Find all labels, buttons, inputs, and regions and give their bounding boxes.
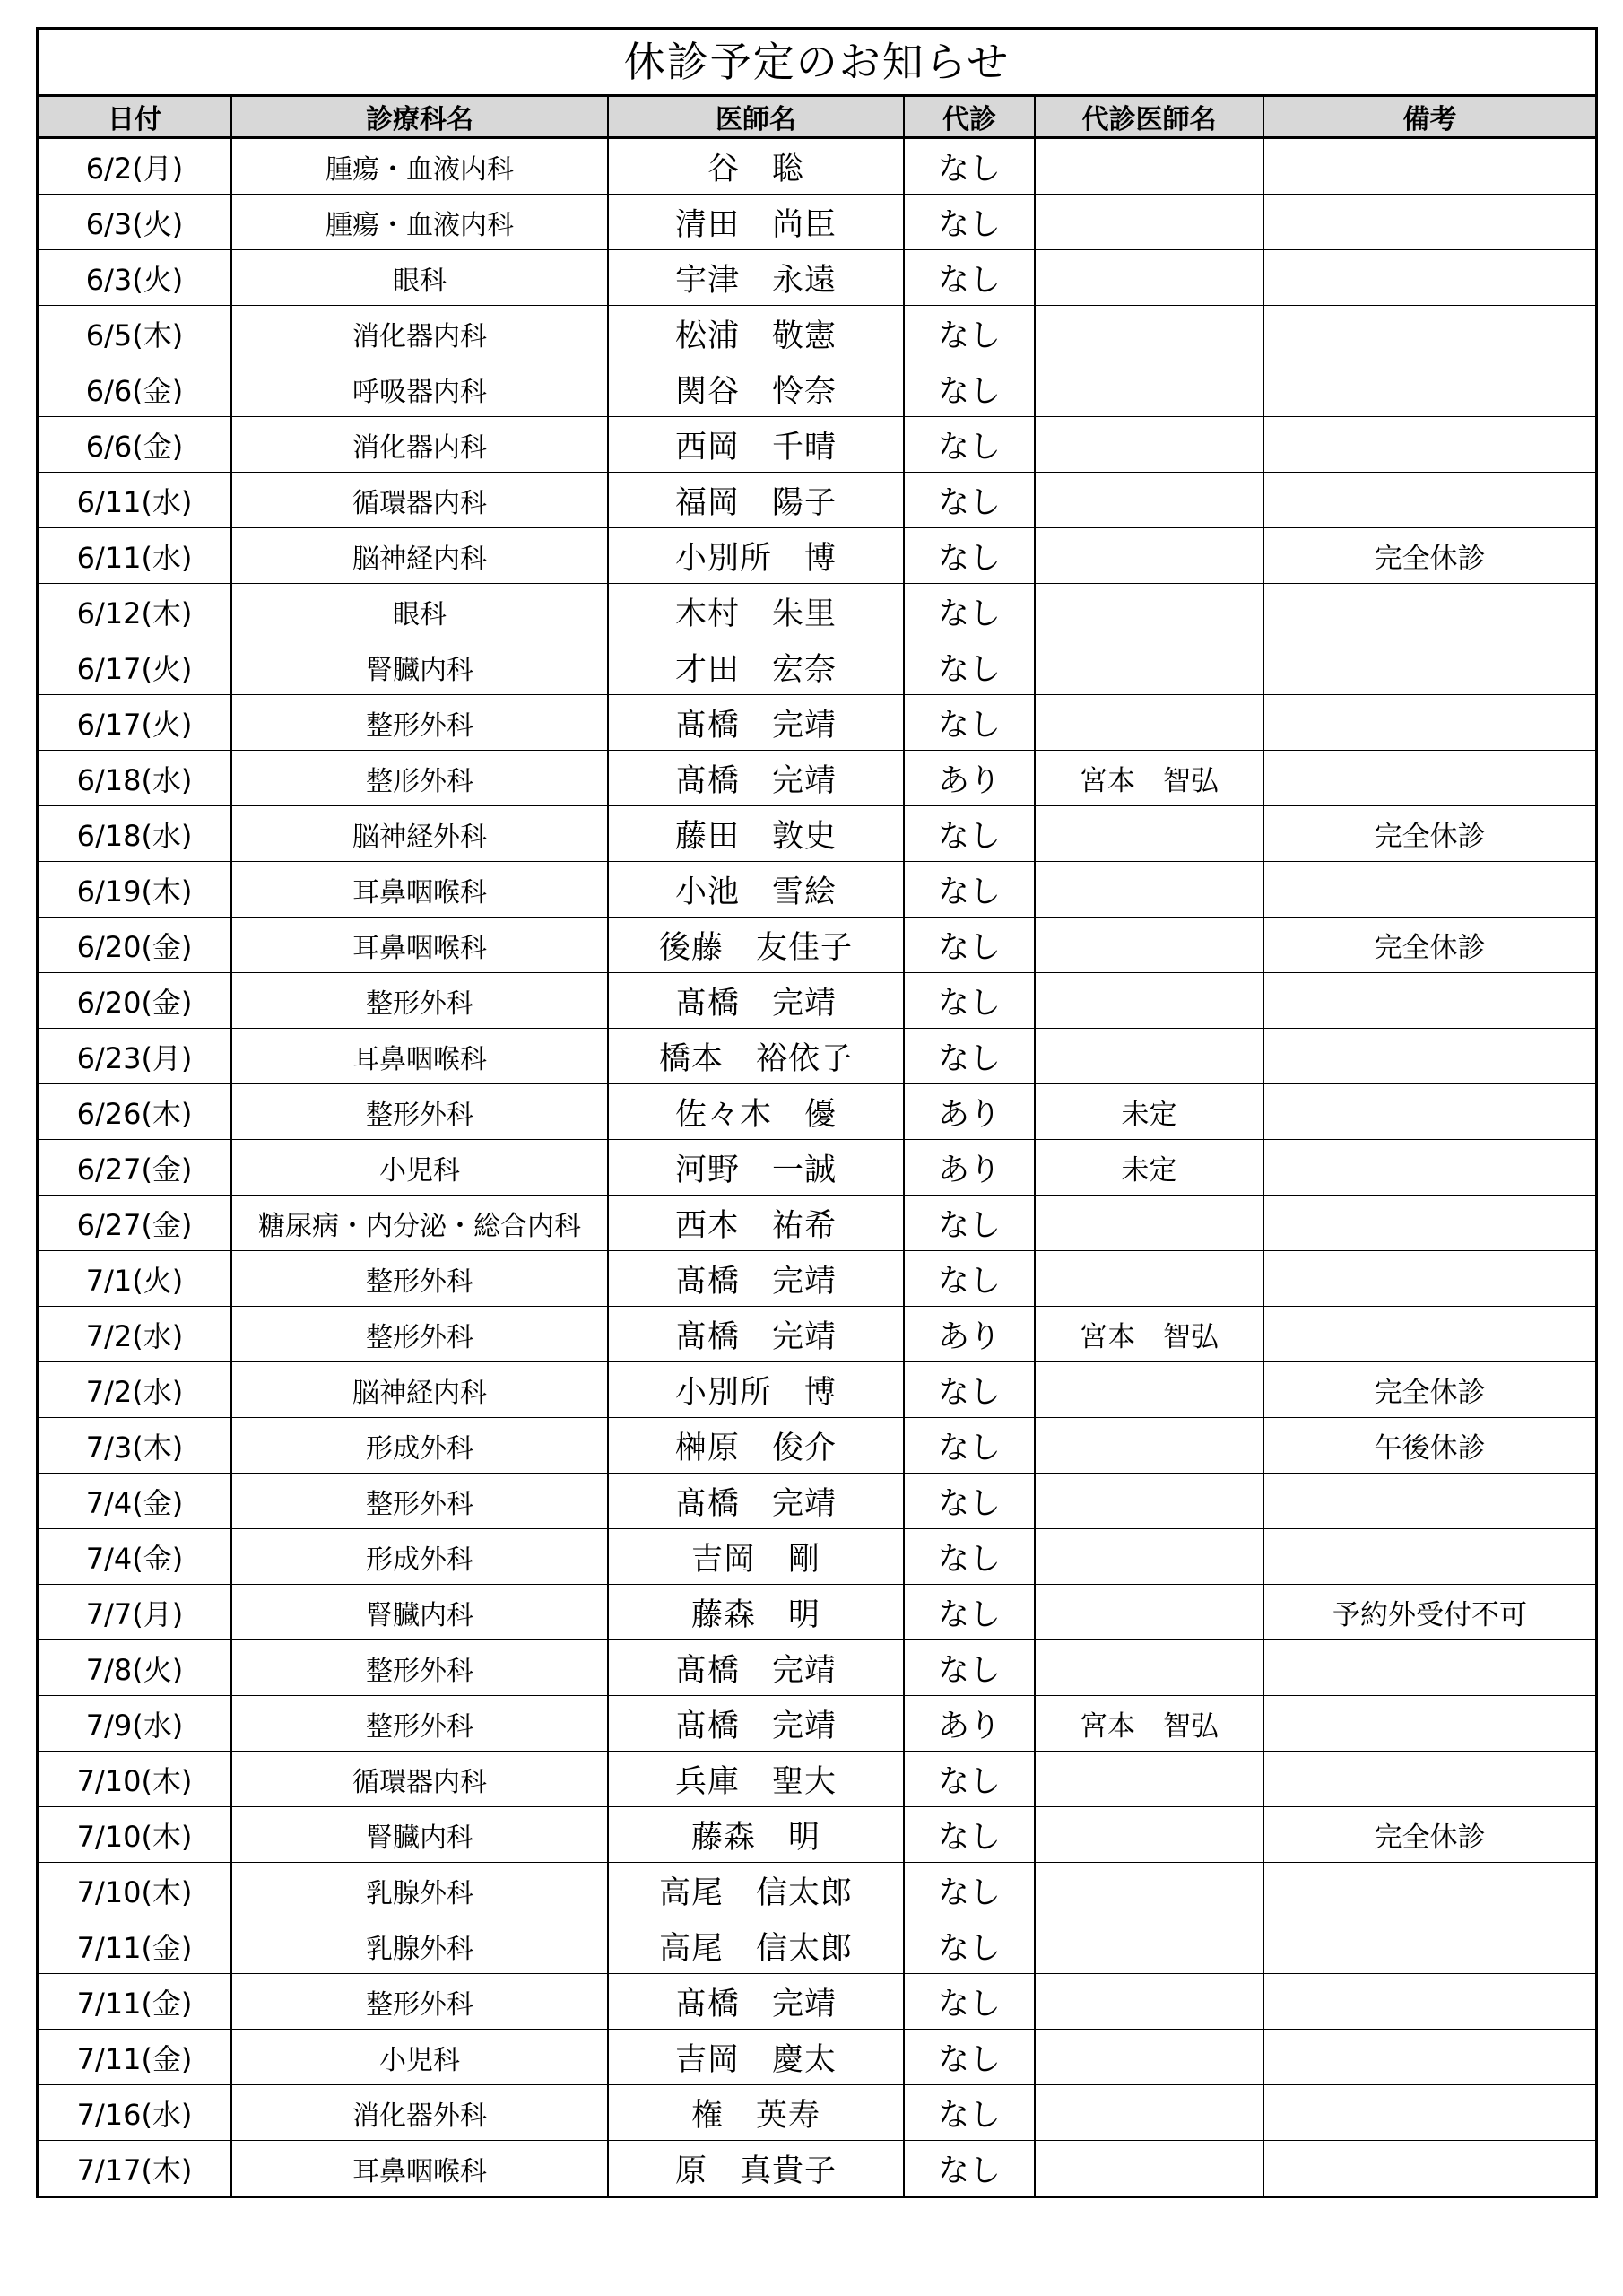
- date-cell: 7/10(木): [39, 1752, 231, 1807]
- date-cell: 6/12(木): [39, 584, 231, 639]
- date-cell: 6/20(金): [39, 973, 231, 1029]
- substitute-doctor-cell: [1035, 1585, 1263, 1640]
- doctor-cell: 関谷 怜奈: [608, 361, 904, 417]
- table-row: [39, 1585, 1595, 1640]
- department-cell: 循環器内科: [231, 473, 608, 528]
- department-cell: 眼科: [231, 584, 608, 639]
- substitute-doctor-cell: [1035, 2085, 1263, 2141]
- substitute-doctor-cell: [1035, 1974, 1263, 2030]
- date-cell: 6/6(金): [39, 417, 231, 473]
- substitute-doctor-cell: [1035, 806, 1263, 862]
- doctor-cell: 髙橋 完靖: [608, 695, 904, 751]
- substitute-doctor-cell: [1035, 2141, 1263, 2196]
- substitute-doctor-cell: 未定: [1035, 1140, 1263, 1196]
- doctor-cell: 原 真貴子: [608, 2141, 904, 2196]
- table-row: [39, 1807, 1595, 1863]
- substitute-doctor-cell: [1035, 918, 1263, 973]
- substitute-cell: なし: [904, 417, 1035, 473]
- date-cell: 6/17(火): [39, 639, 231, 695]
- department-cell: 形成外科: [231, 1529, 608, 1585]
- department-cell: 整形外科: [231, 1251, 608, 1307]
- table-row: [39, 417, 1595, 473]
- department-cell: 脳神経内科: [231, 528, 608, 584]
- doctor-cell: 吉岡 慶太: [608, 2030, 904, 2085]
- department-cell: 整形外科: [231, 973, 608, 1029]
- note-cell: 完全休診: [1263, 806, 1595, 862]
- date-cell: 6/3(火): [39, 195, 231, 250]
- substitute-doctor-cell: [1035, 2030, 1263, 2085]
- substitute-cell: なし: [904, 584, 1035, 639]
- doctor-cell: 藤森 明: [608, 1585, 904, 1640]
- note-cell: [1263, 1974, 1595, 2030]
- note-cell: [1263, 417, 1595, 473]
- doctor-cell: 高尾 信太郎: [608, 1918, 904, 1974]
- table-row: [39, 1974, 1595, 2030]
- date-cell: 6/5(木): [39, 306, 231, 361]
- table-row: [39, 1529, 1595, 1585]
- table-row: [39, 361, 1595, 417]
- department-cell: 腎臓内科: [231, 1585, 608, 1640]
- department-cell: 乳腺外科: [231, 1918, 608, 1974]
- date-cell: 7/7(月): [39, 1585, 231, 1640]
- department-cell: 脳神経内科: [231, 1362, 608, 1418]
- substitute-cell: なし: [904, 862, 1035, 918]
- table-row: [39, 1696, 1595, 1752]
- table-row: [39, 862, 1595, 918]
- table-row: [39, 1084, 1595, 1140]
- table-row: [39, 751, 1595, 806]
- substitute-cell: なし: [904, 528, 1035, 584]
- doctor-cell: 小池 雪絵: [608, 862, 904, 918]
- note-cell: [1263, 250, 1595, 306]
- date-cell: 7/8(火): [39, 1640, 231, 1696]
- page-title: 休診予定のお知らせ: [39, 30, 1595, 97]
- note-cell: [1263, 361, 1595, 417]
- substitute-cell: なし: [904, 1474, 1035, 1529]
- substitute-doctor-cell: [1035, 584, 1263, 639]
- note-cell: [1263, 1029, 1595, 1084]
- substitute-cell: なし: [904, 250, 1035, 306]
- doctor-cell: 小別所 博: [608, 1362, 904, 1418]
- substitute-doctor-cell: [1035, 695, 1263, 751]
- department-cell: 整形外科: [231, 1974, 608, 2030]
- table-row: [39, 806, 1595, 862]
- substitute-cell: なし: [904, 306, 1035, 361]
- date-cell: 7/4(金): [39, 1474, 231, 1529]
- header-substitute: 代診: [904, 97, 1035, 138]
- date-cell: 6/11(水): [39, 528, 231, 584]
- note-cell: [1263, 2030, 1595, 2085]
- doctor-cell: 清田 尚臣: [608, 195, 904, 250]
- substitute-doctor-cell: [1035, 1474, 1263, 1529]
- substitute-cell: なし: [904, 138, 1035, 195]
- note-cell: [1263, 862, 1595, 918]
- substitute-doctor-cell: [1035, 250, 1263, 306]
- date-cell: 6/27(金): [39, 1140, 231, 1196]
- header-note: 備考: [1263, 97, 1595, 138]
- substitute-cell: なし: [904, 1585, 1035, 1640]
- table-row: [39, 1752, 1595, 1807]
- date-cell: 6/26(木): [39, 1084, 231, 1140]
- table-row: [39, 195, 1595, 250]
- date-cell: 6/2(月): [39, 138, 231, 195]
- date-cell: 6/18(水): [39, 751, 231, 806]
- table-row: [39, 1307, 1595, 1362]
- substitute-doctor-cell: 宮本 智弘: [1035, 751, 1263, 806]
- doctor-cell: 榊原 俊介: [608, 1418, 904, 1474]
- substitute-doctor-cell: [1035, 1807, 1263, 1863]
- substitute-doctor-cell: [1035, 862, 1263, 918]
- substitute-doctor-cell: [1035, 1863, 1263, 1918]
- table-row: [39, 138, 1595, 195]
- date-cell: 6/11(水): [39, 473, 231, 528]
- substitute-doctor-cell: [1035, 1362, 1263, 1418]
- note-cell: [1263, 639, 1595, 695]
- doctor-cell: 髙橋 完靖: [608, 1696, 904, 1752]
- table-row: [39, 1362, 1595, 1418]
- table-row: [39, 1418, 1595, 1474]
- header-department: 診療科名: [231, 97, 608, 138]
- department-cell: 整形外科: [231, 695, 608, 751]
- note-cell: [1263, 1529, 1595, 1585]
- substitute-cell: なし: [904, 973, 1035, 1029]
- substitute-doctor-cell: [1035, 1752, 1263, 1807]
- doctor-cell: 髙橋 完靖: [608, 973, 904, 1029]
- note-cell: [1263, 751, 1595, 806]
- doctor-cell: 佐々木 優: [608, 1084, 904, 1140]
- substitute-cell: あり: [904, 1307, 1035, 1362]
- note-cell: 予約外受付不可: [1263, 1585, 1595, 1640]
- doctor-cell: 髙橋 完靖: [608, 1640, 904, 1696]
- date-cell: 7/17(木): [39, 2141, 231, 2196]
- doctor-cell: 藤田 敦史: [608, 806, 904, 862]
- doctor-cell: 小別所 博: [608, 528, 904, 584]
- table-row: [39, 2085, 1595, 2141]
- doctor-cell: 才田 宏奈: [608, 639, 904, 695]
- substitute-doctor-cell: [1035, 473, 1263, 528]
- doctor-cell: 吉岡 剛: [608, 1529, 904, 1585]
- closure-table: [39, 97, 1595, 2196]
- department-cell: 小児科: [231, 1140, 608, 1196]
- department-cell: 耳鼻咽喉科: [231, 1029, 608, 1084]
- doctor-cell: 福岡 陽子: [608, 473, 904, 528]
- substitute-doctor-cell: [1035, 528, 1263, 584]
- doctor-cell: 髙橋 完靖: [608, 1974, 904, 2030]
- note-cell: 完全休診: [1263, 1362, 1595, 1418]
- note-cell: [1263, 1140, 1595, 1196]
- department-cell: 整形外科: [231, 1696, 608, 1752]
- department-cell: 腫瘍・血液内科: [231, 138, 608, 195]
- department-cell: 小児科: [231, 2030, 608, 2085]
- substitute-cell: なし: [904, 1918, 1035, 1974]
- date-cell: 6/20(金): [39, 918, 231, 973]
- substitute-doctor-cell: [1035, 639, 1263, 695]
- department-cell: 糖尿病・内分泌・総合内科: [231, 1196, 608, 1251]
- substitute-doctor-cell: 宮本 智弘: [1035, 1307, 1263, 1362]
- note-cell: [1263, 138, 1595, 195]
- doctor-cell: 宇津 永遠: [608, 250, 904, 306]
- substitute-cell: なし: [904, 195, 1035, 250]
- substitute-doctor-cell: [1035, 1640, 1263, 1696]
- department-cell: 整形外科: [231, 1474, 608, 1529]
- substitute-cell: なし: [904, 695, 1035, 751]
- substitute-cell: あり: [904, 1084, 1035, 1140]
- date-cell: 6/27(金): [39, 1196, 231, 1251]
- department-cell: 整形外科: [231, 1640, 608, 1696]
- table-row: [39, 1863, 1595, 1918]
- doctor-cell: 河野 一誠: [608, 1140, 904, 1196]
- substitute-cell: なし: [904, 1196, 1035, 1251]
- note-cell: [1263, 1696, 1595, 1752]
- date-cell: 7/2(水): [39, 1307, 231, 1362]
- substitute-cell: なし: [904, 473, 1035, 528]
- substitute-cell: なし: [904, 1752, 1035, 1807]
- substitute-doctor-cell: [1035, 138, 1263, 195]
- table-row: [39, 584, 1595, 639]
- table-row: [39, 1474, 1595, 1529]
- note-cell: 午後休診: [1263, 1418, 1595, 1474]
- note-cell: [1263, 1918, 1595, 1974]
- department-cell: 耳鼻咽喉科: [231, 918, 608, 973]
- department-cell: 乳腺外科: [231, 1863, 608, 1918]
- department-cell: 整形外科: [231, 1084, 608, 1140]
- note-cell: [1263, 473, 1595, 528]
- note-cell: [1263, 1084, 1595, 1140]
- department-cell: 腎臓内科: [231, 1807, 608, 1863]
- note-cell: [1263, 1752, 1595, 1807]
- substitute-doctor-cell: [1035, 973, 1263, 1029]
- date-cell: 7/4(金): [39, 1529, 231, 1585]
- table-row: [39, 2030, 1595, 2085]
- doctor-cell: 西本 祐希: [608, 1196, 904, 1251]
- substitute-doctor-cell: [1035, 1196, 1263, 1251]
- substitute-cell: なし: [904, 918, 1035, 973]
- table-row: [39, 250, 1595, 306]
- table-row: [39, 1918, 1595, 1974]
- table-row: [39, 473, 1595, 528]
- date-cell: 6/6(金): [39, 361, 231, 417]
- date-cell: 6/17(火): [39, 695, 231, 751]
- substitute-doctor-cell: [1035, 1529, 1263, 1585]
- substitute-cell: なし: [904, 1529, 1035, 1585]
- note-cell: [1263, 1640, 1595, 1696]
- substitute-doctor-cell: [1035, 417, 1263, 473]
- substitute-cell: なし: [904, 2141, 1035, 2196]
- substitute-cell: なし: [904, 1807, 1035, 1863]
- substitute-cell: なし: [904, 1362, 1035, 1418]
- doctor-cell: 髙橋 完靖: [608, 1251, 904, 1307]
- note-cell: [1263, 695, 1595, 751]
- schedule-sheet: [36, 27, 1598, 2198]
- department-cell: 循環器内科: [231, 1752, 608, 1807]
- doctor-cell: 橋本 裕依子: [608, 1029, 904, 1084]
- substitute-cell: あり: [904, 751, 1035, 806]
- doctor-cell: 藤森 明: [608, 1807, 904, 1863]
- table-row: [39, 2141, 1595, 2196]
- department-cell: 脳神経外科: [231, 806, 608, 862]
- header-doctor: 医師名: [608, 97, 904, 138]
- substitute-cell: なし: [904, 1863, 1035, 1918]
- table-row: [39, 1140, 1595, 1196]
- department-cell: 消化器内科: [231, 417, 608, 473]
- note-cell: [1263, 973, 1595, 1029]
- date-cell: 7/11(金): [39, 2030, 231, 2085]
- table-row: [39, 918, 1595, 973]
- date-cell: 7/3(木): [39, 1418, 231, 1474]
- doctor-cell: 髙橋 完靖: [608, 751, 904, 806]
- header-row: [39, 97, 1595, 138]
- date-cell: 7/2(水): [39, 1362, 231, 1418]
- date-cell: 7/11(金): [39, 1918, 231, 1974]
- substitute-doctor-cell: [1035, 1418, 1263, 1474]
- note-cell: [1263, 306, 1595, 361]
- table-body: [39, 138, 1595, 2196]
- note-cell: [1263, 1863, 1595, 1918]
- note-cell: 完全休診: [1263, 528, 1595, 584]
- note-cell: [1263, 584, 1595, 639]
- department-cell: 眼科: [231, 250, 608, 306]
- substitute-cell: なし: [904, 639, 1035, 695]
- note-cell: [1263, 195, 1595, 250]
- doctor-cell: 西岡 千晴: [608, 417, 904, 473]
- table-row: [39, 528, 1595, 584]
- substitute-doctor-cell: [1035, 195, 1263, 250]
- department-cell: 耳鼻咽喉科: [231, 2141, 608, 2196]
- table-row: [39, 306, 1595, 361]
- table-row: [39, 695, 1595, 751]
- date-cell: 7/11(金): [39, 1974, 231, 2030]
- note-cell: [1263, 1251, 1595, 1307]
- table-row: [39, 973, 1595, 1029]
- note-cell: [1263, 1307, 1595, 1362]
- date-cell: 7/10(木): [39, 1863, 231, 1918]
- date-cell: 6/18(水): [39, 806, 231, 862]
- department-cell: 整形外科: [231, 1307, 608, 1362]
- department-cell: 耳鼻咽喉科: [231, 862, 608, 918]
- doctor-cell: 松浦 敬憲: [608, 306, 904, 361]
- substitute-cell: なし: [904, 361, 1035, 417]
- department-cell: 整形外科: [231, 751, 608, 806]
- note-cell: 完全休診: [1263, 918, 1595, 973]
- header-substitute-doctor: 代診医師名: [1035, 97, 1263, 138]
- note-cell: [1263, 1196, 1595, 1251]
- substitute-cell: なし: [904, 1418, 1035, 1474]
- note-cell: [1263, 1474, 1595, 1529]
- substitute-cell: なし: [904, 1974, 1035, 2030]
- substitute-cell: なし: [904, 1251, 1035, 1307]
- substitute-doctor-cell: 宮本 智弘: [1035, 1696, 1263, 1752]
- department-cell: 消化器外科: [231, 2085, 608, 2141]
- date-cell: 7/10(木): [39, 1807, 231, 1863]
- doctor-cell: 髙橋 完靖: [608, 1474, 904, 1529]
- department-cell: 腫瘍・血液内科: [231, 195, 608, 250]
- substitute-doctor-cell: [1035, 1918, 1263, 1974]
- substitute-cell: なし: [904, 806, 1035, 862]
- substitute-cell: あり: [904, 1140, 1035, 1196]
- doctor-cell: 兵庫 聖大: [608, 1752, 904, 1807]
- note-cell: 完全休診: [1263, 1807, 1595, 1863]
- substitute-doctor-cell: [1035, 1251, 1263, 1307]
- doctor-cell: 後藤 友佳子: [608, 918, 904, 973]
- doctor-cell: 谷 聡: [608, 138, 904, 195]
- doctor-cell: 高尾 信太郎: [608, 1863, 904, 1918]
- date-cell: 6/19(木): [39, 862, 231, 918]
- doctor-cell: 髙橋 完靖: [608, 1307, 904, 1362]
- department-cell: 呼吸器内科: [231, 361, 608, 417]
- substitute-cell: あり: [904, 1696, 1035, 1752]
- substitute-doctor-cell: [1035, 1029, 1263, 1084]
- substitute-cell: なし: [904, 2030, 1035, 2085]
- table-row: [39, 1251, 1595, 1307]
- date-cell: 6/3(火): [39, 250, 231, 306]
- doctor-cell: 木村 朱里: [608, 584, 904, 639]
- substitute-cell: なし: [904, 1640, 1035, 1696]
- doctor-cell: 権 英寿: [608, 2085, 904, 2141]
- department-cell: 消化器内科: [231, 306, 608, 361]
- date-cell: 7/1(火): [39, 1251, 231, 1307]
- date-cell: 7/16(水): [39, 2085, 231, 2141]
- note-cell: [1263, 2085, 1595, 2141]
- table-row: [39, 1029, 1595, 1084]
- substitute-doctor-cell: [1035, 361, 1263, 417]
- department-cell: 腎臓内科: [231, 639, 608, 695]
- header-date: 日付: [39, 97, 231, 138]
- date-cell: 7/9(水): [39, 1696, 231, 1752]
- department-cell: 形成外科: [231, 1418, 608, 1474]
- table-row: [39, 1196, 1595, 1251]
- date-cell: 6/23(月): [39, 1029, 231, 1084]
- table-row: [39, 639, 1595, 695]
- substitute-cell: なし: [904, 2085, 1035, 2141]
- substitute-doctor-cell: [1035, 306, 1263, 361]
- table-row: [39, 1640, 1595, 1696]
- substitute-cell: なし: [904, 1029, 1035, 1084]
- substitute-doctor-cell: 未定: [1035, 1084, 1263, 1140]
- note-cell: [1263, 2141, 1595, 2196]
